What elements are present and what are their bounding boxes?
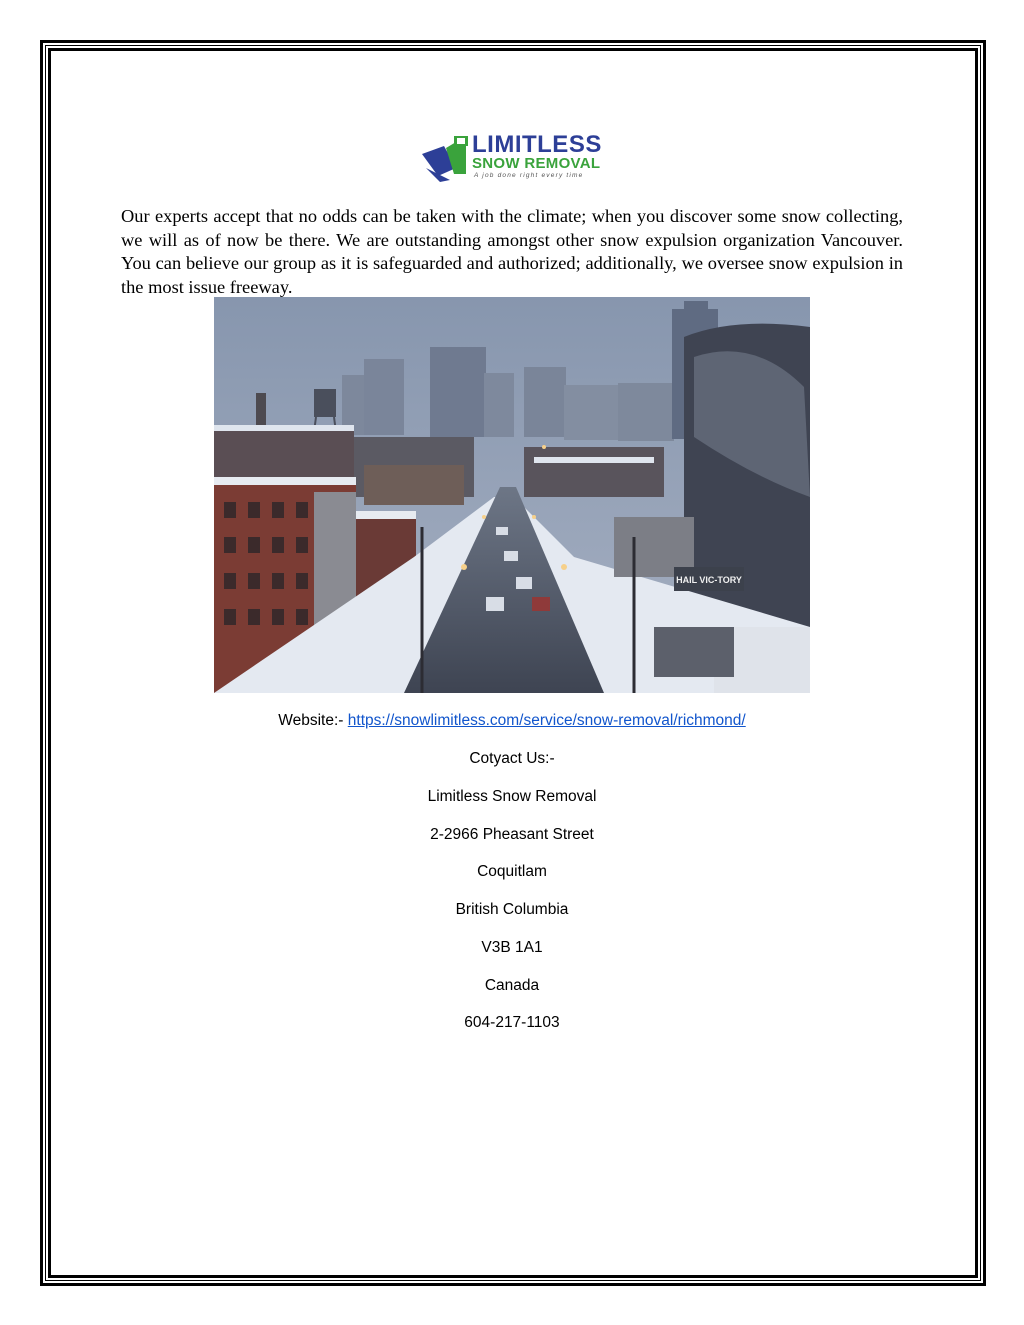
company-logo [420, 132, 604, 186]
website-link[interactable]: https://snowlimitless.com/service/snow-removal/richmond/ [347, 712, 746, 729]
contact-phone: 604-217-1103 [464, 1014, 560, 1031]
logo-tagline: A job done right every time [474, 172, 584, 179]
contact-city: Coquitlam [477, 863, 547, 880]
contact-province: British Columbia [455, 901, 569, 918]
contact-postal-code: V3B 1A1 [481, 939, 543, 956]
snowy-city-street-photo [214, 297, 810, 693]
logo-subtitle: SNOW REMOVAL [472, 155, 601, 172]
logo-title: LIMITLESS [472, 131, 602, 158]
photo-sign-text: HAIL VIC-TORY [676, 575, 742, 585]
snow-plow-icon [420, 134, 476, 184]
contact-company: Limitless Snow Removal [427, 788, 597, 805]
contact-country: Canada [484, 977, 540, 994]
photo-illustration [214, 297, 810, 693]
intro-paragraph: Our experts accept that no odds can be taken with the climate; when you discover some snow collecting, we will as of now be there. We are outstanding amongst other snow expulsion organization Vancouver. You can believe our group as it is safeguarded and authorized; additionally, we oversee snow expulsion in the most issue freeway. [121, 206, 903, 297]
website-line [0, 711, 1024, 731]
website-label: Website:- [278, 712, 344, 729]
contact-street: 2-2966 Pheasant Street [430, 826, 594, 843]
contact-heading: Cotyact Us:- [469, 750, 555, 767]
